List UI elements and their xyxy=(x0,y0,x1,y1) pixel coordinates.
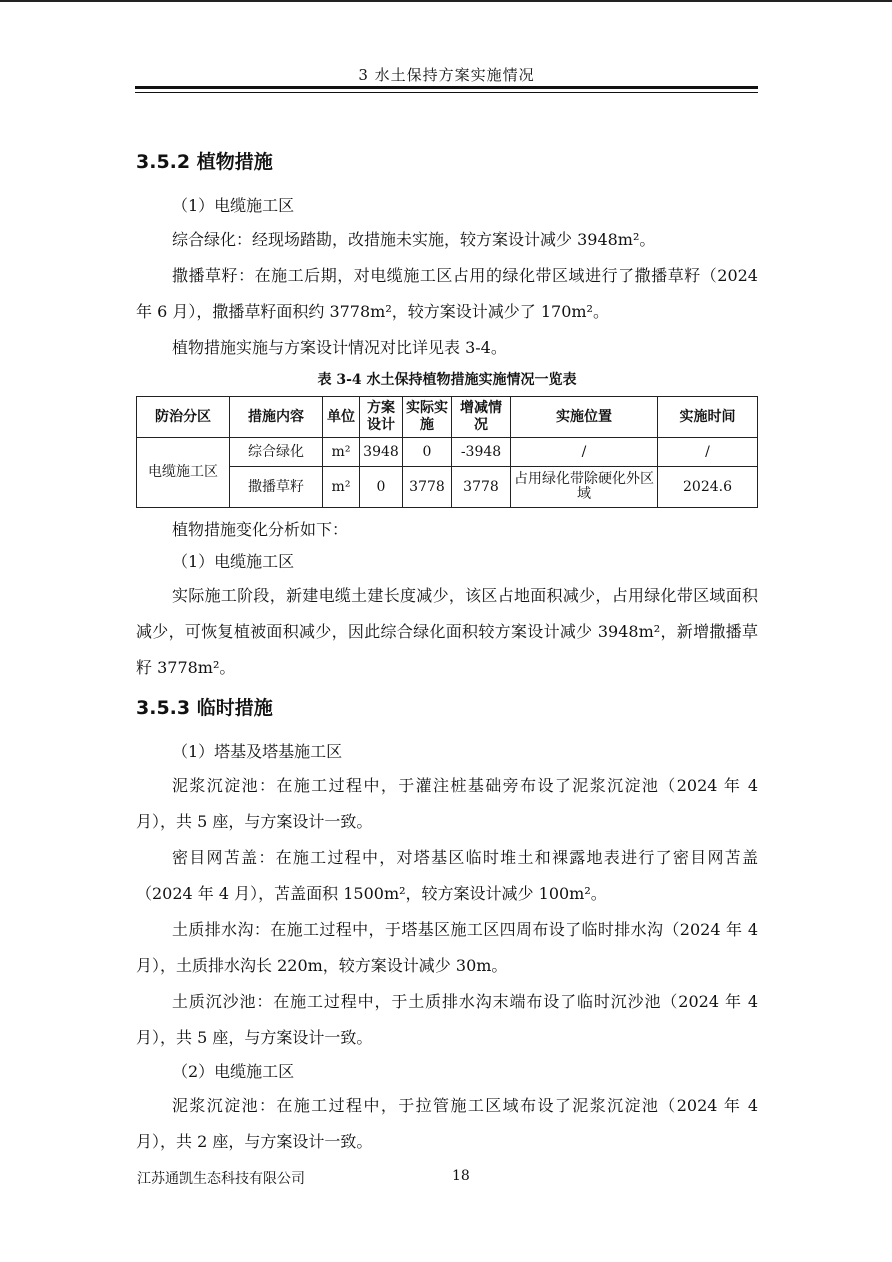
table-cell: m² xyxy=(323,467,360,508)
table-header-cell: 实施时间 xyxy=(658,397,758,438)
page-number: 18 xyxy=(452,1168,470,1184)
table-header-cell: 措施内容 xyxy=(230,397,323,438)
paragraph: 土质排水沟：在施工过程中，于塔基区施工区四周布设了临时排水沟（2024 年 4 月），土质排水沟长 220m，较方案设计减少 30m。 xyxy=(136,920,758,975)
table-cell: 3948 xyxy=(360,438,403,467)
table-caption: 表 3-4 水土保持植物措施实施情况一览表 xyxy=(317,372,577,388)
table-cell: 2024.6 xyxy=(658,467,758,508)
header-rule-thick xyxy=(135,86,758,89)
top-border xyxy=(0,0,892,2)
paragraph: 植物措施实施与方案设计情况对比详见表 3-4。 xyxy=(172,338,507,357)
paragraph: 泥浆沉淀池：在施工过程中，于拉管施工区域布设了泥浆沉淀池（2024 年 4 月），共 2 座，与方案设计一致。 xyxy=(136,1096,758,1151)
subheading: （1）电缆施工区 xyxy=(172,196,295,215)
table-cell: 0 xyxy=(403,438,452,467)
table-header-row xyxy=(137,397,758,438)
table-header-cell: 方案设计 xyxy=(360,397,403,438)
section-heading-352: 3.5.2 植物措施 xyxy=(136,151,273,173)
table-header-cell: 实际实施 xyxy=(403,397,452,438)
table-row xyxy=(137,438,758,467)
paragraph: 撒播草籽：在施工后期，对电缆施工区占用的绿化带区域进行了撒播草籽（2024 年 6 月），撒播草籽面积约 3778m²，较方案设计减少了 170m²。 xyxy=(136,266,758,321)
table-header-cell: 增减情况 xyxy=(452,397,511,438)
measures-table xyxy=(136,396,758,508)
zone-cell: 电缆施工区 xyxy=(137,438,230,508)
paragraph: 密目网苫盖：在施工过程中，对塔基区临时堆土和裸露地表进行了密目网苫盖（2024 年 4 月），苫盖面积 1500m²，较方案设计减少 100m²。 xyxy=(136,848,758,903)
paragraph: 植物措施变化分析如下： xyxy=(172,520,349,539)
table-cell: / xyxy=(511,438,658,467)
table-row xyxy=(137,467,758,508)
table-header-cell: 实施位置 xyxy=(511,397,658,438)
table-cell: 综合绿化 xyxy=(230,438,323,467)
table-cell: m² xyxy=(323,438,360,467)
subheading: （1）电缆施工区 xyxy=(172,552,295,571)
paragraph: 泥浆沉淀池：在施工过程中，于灌注桩基础旁布设了泥浆沉淀池（2024 年 4 月），共 5 座，与方案设计一致。 xyxy=(136,776,758,831)
table-cell: 撒播草籽 xyxy=(230,467,323,508)
footer-company: 江苏通凯生态科技有限公司 xyxy=(137,1171,305,1187)
table-header-cell: 防治分区 xyxy=(137,397,230,438)
table-cell: / xyxy=(658,438,758,467)
paragraph: 土质沉沙池：在施工过程中，于土质排水沟末端布设了临时沉沙池（2024 年 4 月），共 5 座，与方案设计一致。 xyxy=(136,992,758,1047)
table-cell: 3778 xyxy=(403,467,452,508)
paragraph: 实际施工阶段，新建电缆土建长度减少，该区占地面积减少，占用绿化带区域面积减少，可恢复植被面积减少，因此综合绿化面积较方案设计减少 3948m²，新增撒播草籽 3778m²。 xyxy=(136,586,758,677)
section-heading-353: 3.5.3 临时措施 xyxy=(136,697,273,719)
paragraph: 综合绿化：经现场踏勘，改措施未实施，较方案设计减少 3948m²。 xyxy=(172,230,656,249)
table-cell: 3778 xyxy=(452,467,511,508)
table-header-cell: 单位 xyxy=(323,397,360,438)
subheading: （2）电缆施工区 xyxy=(172,1062,295,1081)
table-cell: 占用绿化带除硬化外区域 xyxy=(511,467,658,508)
table-cell: -3948 xyxy=(452,438,511,467)
subheading: （1）塔基及塔基施工区 xyxy=(172,742,343,761)
table-cell: 0 xyxy=(360,467,403,508)
header-rule-thin xyxy=(135,92,758,93)
page-header: 3 水土保持方案实施情况 xyxy=(358,66,535,84)
page-content xyxy=(136,148,758,1160)
